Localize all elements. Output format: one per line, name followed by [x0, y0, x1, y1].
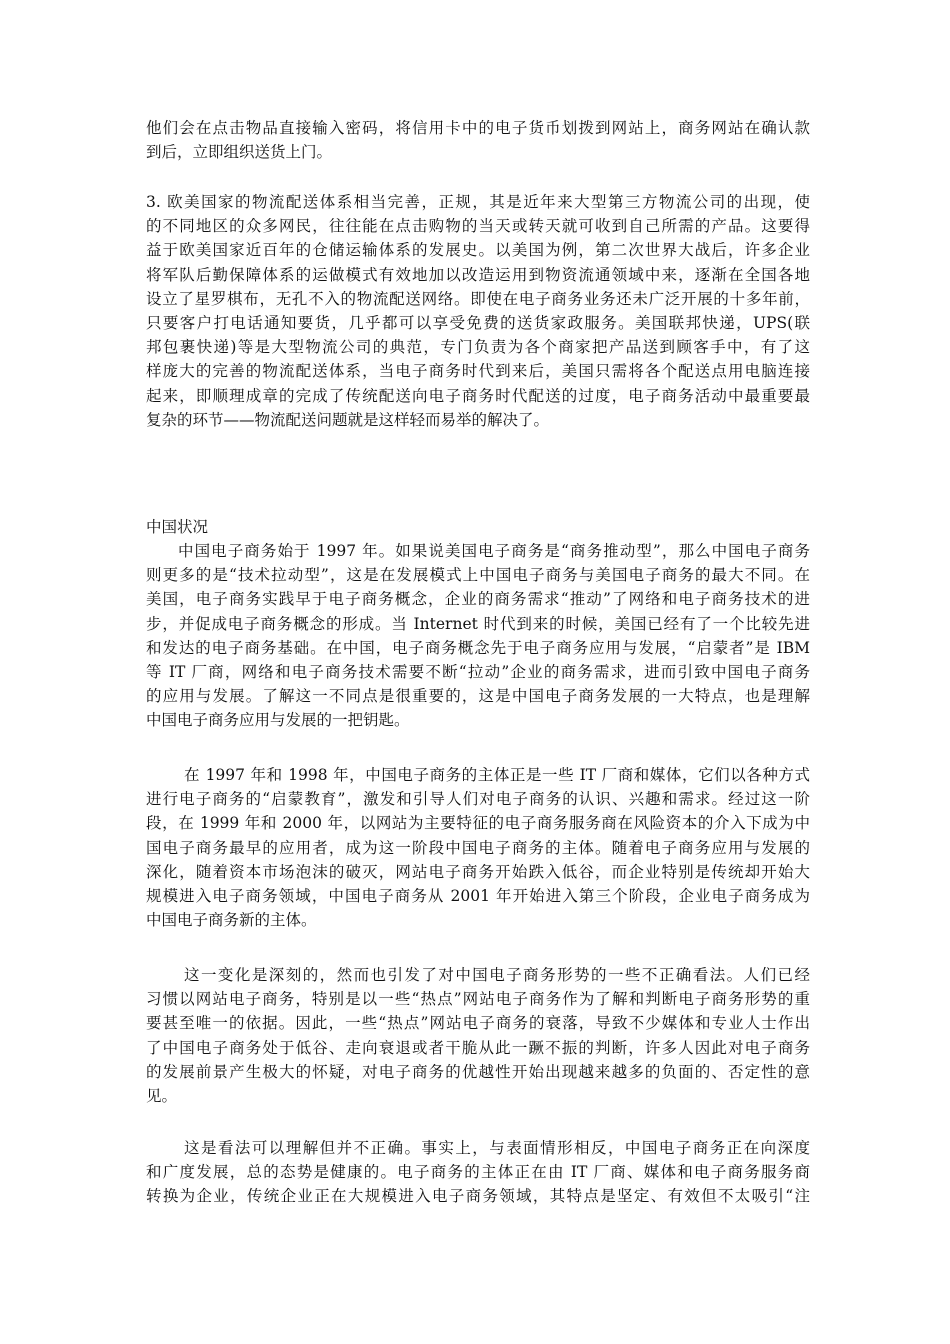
text-line: 中国电子商务始于 1997 年。如果说美国电子商务是“商务推动型”，那么中国电子商务: [178, 542, 810, 560]
text-line: 只要客户打电话通知要货，几乎都可以享受免费的送货家政服务。美国联邦快递，UPS(联: [146, 314, 810, 333]
text-line: 这是看法可以理解但并不正确。事实上，与表面情形相反，中国电子商务正在向深度: [184, 1139, 810, 1157]
text-line: 进行电子商务的“启蒙教育”，激发和引导人们对电子商务的认识、兴趣和需求。经过这一阶: [146, 790, 810, 809]
paragraph-china-intro: [146, 539, 810, 733]
text-line: 益于欧美国家近百年的仓储运输体系的发展史。以美国为例，第二次世界大战后，许多企业: [146, 241, 810, 260]
text-line: 在 1997 年和 1998 年，中国电子商务的主体正是一些 IT 厂商和媒体，它们以各种方式: [184, 766, 810, 784]
paragraph-logistics: [146, 190, 810, 432]
text-line: 设立了星罗棋布，无孔不入的物流配送网络。即使在电子商务业务还未广泛开展的十多年前，: [146, 289, 810, 308]
text-line: 则更多的是“技术拉动型”，这是在发展模式上中国电子商务与美国电子商务的最大不同。在: [146, 566, 810, 585]
text-line: 3. 欧美国家的物流配送体系相当完善，正规，其是近年来大型第三方物流公司的出现，使: [146, 193, 810, 211]
text-line: 起来，即顺理成章的完成了传统配送向电子商务时代配送的过度，电子商务活动中最重要最: [146, 386, 810, 405]
text-line: 要甚至唯一的依据。因此，一些“热点”网站电子商务的衰落，导致不少媒体和专业人士作出: [146, 1014, 810, 1033]
text-line: 美国，电子商务实践早于电子商务概念，企业的商务需求“推动”了网络和电子商务技术的进: [146, 590, 810, 609]
paragraph-stages: [146, 763, 810, 932]
text-line: 步，并促成电子商务概念的形成。当 Internet 时代到来的时候，美国已经有了一个比较先进: [146, 614, 810, 633]
paragraph-payment: [146, 116, 810, 164]
text-line: 转换为企业，传统企业正在大规模进入电子商务领域，其特点是坚定、有效但不太吸引“注: [146, 1187, 810, 1206]
section-heading: 中国状况: [146, 518, 209, 536]
text-line: 他们会在点击物品直接输入密码，将信用卡中的电子货币划拨到网站上，商务网站在确认款: [146, 119, 810, 137]
text-line: 将军队后勤保障体系的运做模式有效地加以改造运用到物资流通领域中来，逐渐在全国各地: [146, 265, 810, 284]
text-line: 和广度发展，总的态势是健康的。电子商务的主体正在由 IT 厂商、媒体和电子商务服务商: [146, 1163, 810, 1182]
text-line: 的应用与发展。了解这一不同点是很重要的，这是中国电子商务发展的一大特点，也是理解: [146, 687, 810, 706]
text-line: 见。: [146, 1087, 178, 1106]
text-line: 和发达的电子商务基础。在中国，电子商务概念先于电子商务应用与发展，“启蒙者”是 IBM: [146, 638, 810, 657]
text-line: 复杂的环节——物流配送问题就是这样轻而易举的解决了。: [146, 410, 550, 429]
paragraph-misjudgment: [146, 963, 810, 1108]
text-line: 国电子商务最早的应用者，成为这一阶段中国电子商务的主体。随着电子商务应用与发展的: [146, 838, 810, 857]
paragraph-outlook: [146, 1136, 810, 1209]
text-line: 了中国电子商务处于低谷、走向衰退或者干脆从此一蹶不振的判断，许多人因此对电子商务: [146, 1038, 810, 1057]
text-line: 规模进入电子商务领域，中国电子商务从 2001 年开始进入第三个阶段，企业电子商务成为: [146, 887, 810, 906]
text-line: 这一变化是深刻的，然而也引发了对中国电子商务形势的一些不正确看法。人们已经: [184, 966, 810, 984]
text-line: 样庞大的完善的物流配送体系，当电子商务时代到来后，美国只需将各个配送点用电脑连接: [146, 362, 810, 381]
text-line: 中国电子商务应用与发展的一把钥匙。: [146, 711, 410, 730]
text-line: 等 IT 厂商，网络和电子商务技术需要不断“拉动”企业的商务需求，进而引致中国电子商务: [146, 663, 810, 682]
text-line: 中国电子商务新的主体。: [146, 911, 317, 930]
text-line: 习惯以网站电子商务，特别是以一些“热点”网站电子商务作为了解和判断电子商务形势的重: [146, 990, 810, 1009]
text-line: 邦包裹快递)等是大型物流公司的典范，专门负责为各个商家把产品送到顾客手中，有了这: [146, 338, 810, 357]
text-line: 深化，随着资本市场泡沫的破灭，网站电子商务开始跌入低谷，而企业特别是传统却开始大: [146, 862, 810, 881]
text-line: 段，在 1999 年和 2000 年，以网站为主要特征的电子商务服务商在风险资本的介入下成为中: [146, 814, 810, 833]
text-line: 到后，立即组织送货上门。: [146, 143, 333, 162]
text-line: 的不同地区的众多网民，往往能在点击购物的当天或转天就可收到自己所需的产品。这要得: [146, 217, 810, 236]
text-line: 的发展前景产生极大的怀疑，对电子商务的优越性开始出现越来越多的负面的、否定性的意: [146, 1062, 810, 1081]
